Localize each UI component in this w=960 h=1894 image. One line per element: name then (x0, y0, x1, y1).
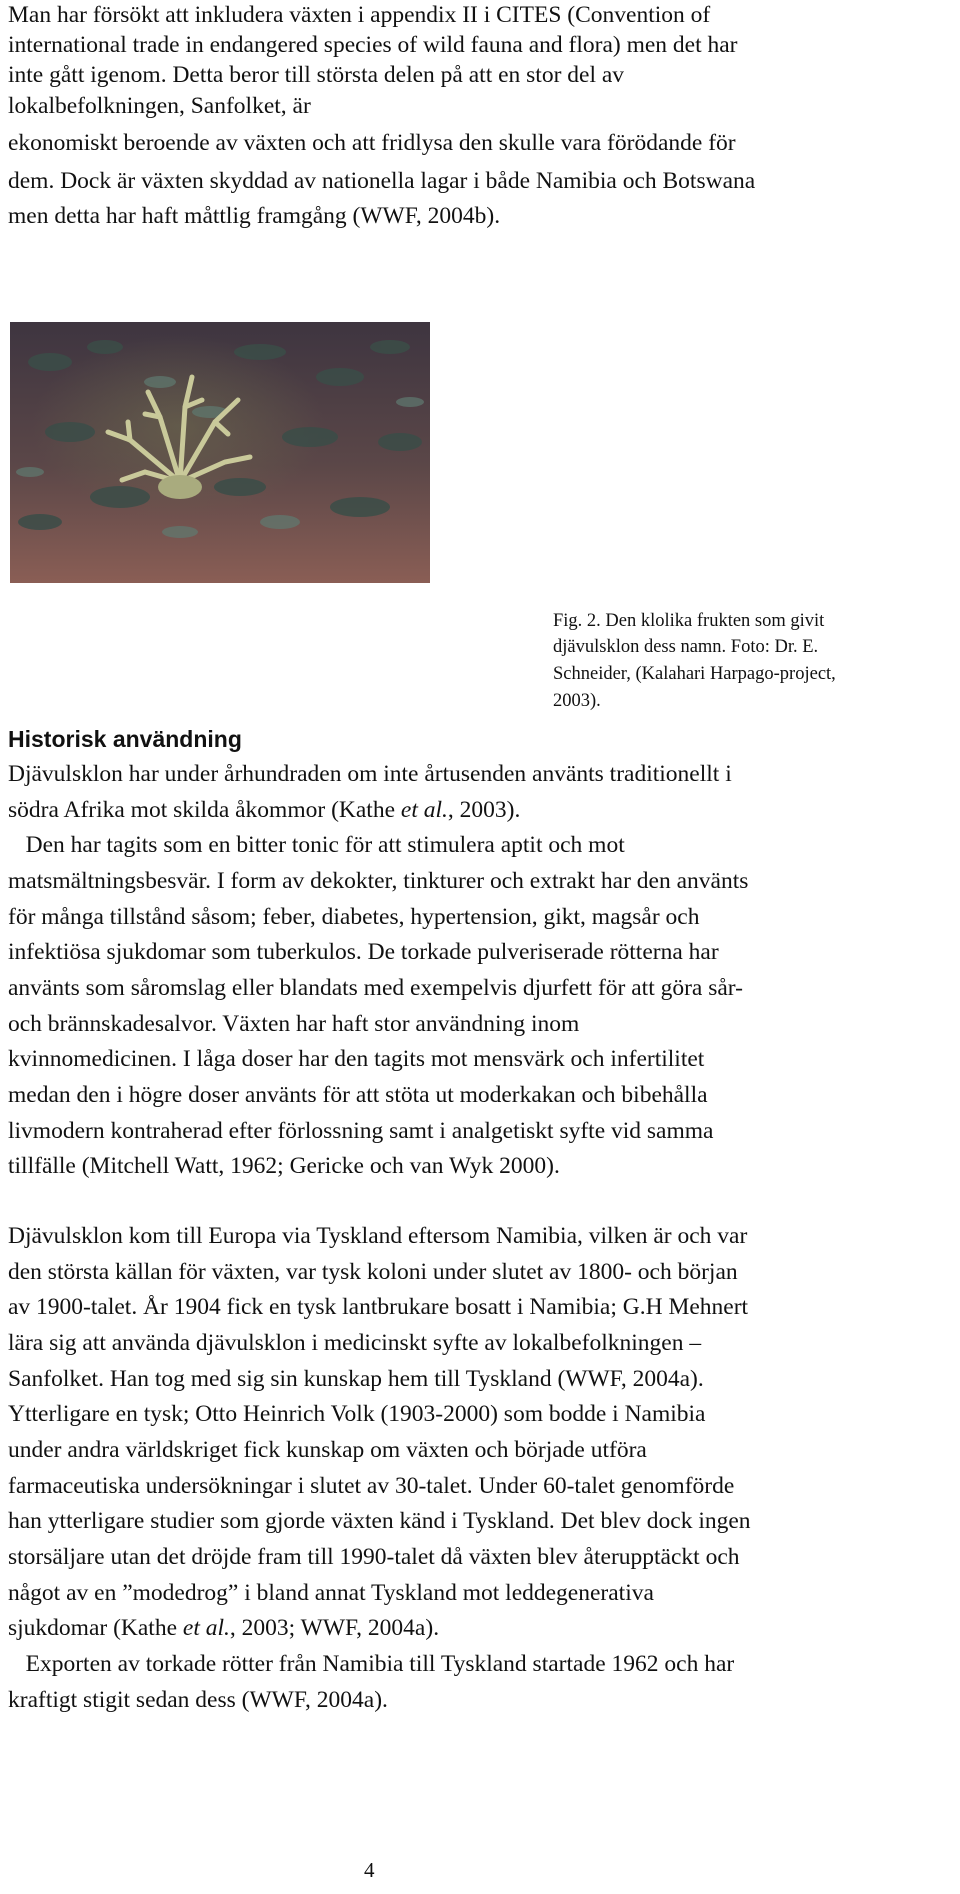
text-line: Djävulsklon har under århundraden om inte årtusenden använts traditionellt i (8, 761, 732, 787)
text-line: farmaceutiska undersökningar i slutet av 30-talet. Under 60-talet genomförde (8, 1473, 735, 1499)
text-line: för många tillstånd såsom; feber, diabetes, hypertension, gikt, magsår och (8, 904, 700, 930)
text-line: och brännskadesalvor. Växten har haft stor användning inom (8, 1011, 580, 1037)
devils-claw-plant-photo (10, 322, 430, 583)
page-number: 4 (364, 1858, 375, 1882)
text-line: sjukdomar (Kathe et al., 2003; WWF, 2004a). (8, 1615, 440, 1641)
caption-line: djävulsklon dess namn. Foto: Dr. E. (553, 637, 819, 657)
text-line: han ytterligare studier som gjorde växten känd i Tyskland. Det blev dock ingen (8, 1508, 751, 1534)
text-line: tillfälle (Mitchell Watt, 1962; Gericke och van Wyk 2000). (8, 1153, 560, 1179)
text-line: något av en ”modedrog” i bland annat Tyskland mot leddegenerativa (8, 1580, 654, 1606)
text-line: kvinnomedicinen. I låga doser har den tagits mot mensvärk och infertilitet (8, 1046, 705, 1072)
text-line: av 1900-talet. År 1904 fick en tysk lantbrukare bosatt i Namibia; G.H Mehnert (8, 1294, 749, 1320)
text-line: under andra världskriget fick kunskap om växten och började utföra (8, 1437, 647, 1463)
text-line: ekonomiskt beroende av växten och att fridlysa den skulle vara förödande för (8, 130, 736, 156)
text-line: Djävulsklon kom till Europa via Tyskland eftersom Namibia, vilken är och var (8, 1223, 748, 1249)
text-line: men detta har haft måttlig framgång (WWF, 2004b). (8, 203, 501, 229)
text-line: Ytterligare en tysk; Otto Heinrich Volk (1903-2000) som bodde i Namibia (8, 1401, 706, 1427)
caption-line: 2003). (553, 691, 601, 711)
text-line: storsäljare utan det dröjde fram till 1990-talet då växten blev återupptäckt och (8, 1544, 740, 1570)
text-line: Sanfolket. Han tog med sig sin kunskap hem till Tyskland (WWF, 2004a). (8, 1366, 704, 1392)
text-line: lära sig att använda djävulsklon i medicinskt syfte av lokalbefolkningen – (8, 1330, 702, 1356)
text-line: international trade in endangered species of wild fauna and flora) men det har (8, 32, 738, 58)
text-line: livmodern kontraherad efter förlossning samt i analgetiskt syfte vid samma (8, 1118, 714, 1144)
text-line: Den har tagits som en bitter tonic för att stimulera aptit och mot (8, 832, 625, 858)
text-line: infektiösa sjukdomar som tuberkulos. De torkade pulveriserade rötterna har (8, 939, 719, 965)
text-line: lokalbefolkningen, Sanfolket, är (8, 93, 311, 119)
text-line: den största källan för växten, var tysk koloni under slutet av 1800- och början (8, 1259, 738, 1285)
text-line: södra Afrika mot skilda åkommor (Kathe et al., 2003). (8, 797, 521, 823)
text-line: använts som såromslag eller blandats med exempelvis djurfett för att göra sår- (8, 975, 743, 1001)
text-line: Man har försökt att inkludera växten i appendix II i CITES (Convention of (8, 2, 711, 28)
caption-line: Schneider, (Kalahari Harpago-project, (553, 664, 836, 684)
text-line: Exporten av torkade rötter från Namibia till Tyskland startade 1962 och har (8, 1651, 735, 1677)
section-heading: Historisk användning (8, 726, 242, 752)
text-line: inte gått igenom. Detta beror till största delen på att en stor del av (8, 62, 625, 88)
caption-line: Fig. 2. Den klolika frukten som givit (553, 611, 825, 631)
text-line: dem. Dock är växten skyddad av nationella lagar i både Namibia och Botswana (8, 168, 756, 194)
text-line: medan den i högre doser använts för att stöta ut moderkakan och bibehålla (8, 1082, 708, 1108)
text-line: kraftigt stigit sedan dess (WWF, 2004a). (8, 1687, 388, 1713)
text-line: matsmältningsbesvär. I form av dekokter, tinkturer och extrakt har den använts (8, 868, 749, 894)
